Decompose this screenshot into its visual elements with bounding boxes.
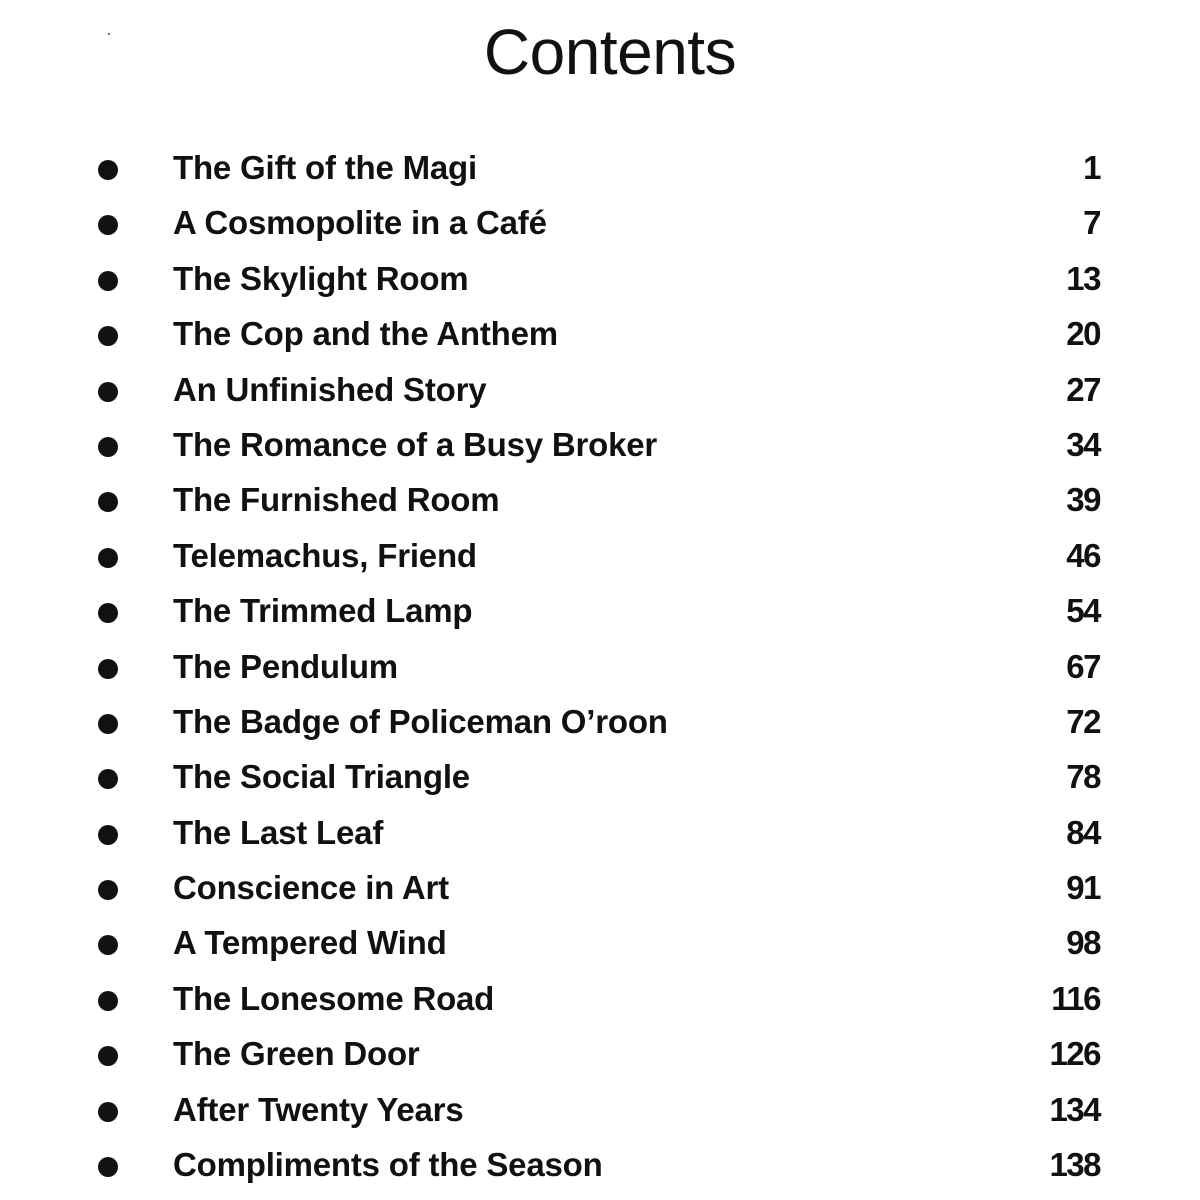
toc-entry-page: 67	[1066, 647, 1100, 685]
toc-entry-title: The Last Leaf	[173, 813, 384, 851]
bullet-icon	[98, 326, 118, 346]
toc-entry-title: The Pendulum	[173, 647, 398, 685]
toc-entry-page: 91	[1066, 869, 1100, 907]
toc-entry-title: Compliments of the Season	[173, 1146, 603, 1184]
toc-entry-page: 138	[1049, 1146, 1100, 1184]
bullet-icon	[98, 271, 118, 291]
toc-entry	[0, 915, 1200, 970]
toc-entry	[0, 195, 1200, 250]
toc-entry-page: 27	[1066, 370, 1100, 408]
toc-entry-page: 13	[1066, 259, 1100, 297]
toc-entry-title: The Trimmed Lamp	[173, 592, 473, 630]
toc-entry-title: The Cop and the Anthem	[173, 315, 558, 353]
toc-entry-title: Conscience in Art	[173, 869, 449, 907]
toc-entry	[0, 583, 1200, 638]
toc-entry-title: A Cosmopolite in a Café	[173, 204, 547, 242]
toc-entry-page: 98	[1066, 924, 1100, 962]
toc-entry	[0, 639, 1200, 694]
toc-entry-page: 46	[1066, 536, 1100, 574]
toc-entry	[0, 251, 1200, 306]
bullet-icon	[98, 825, 118, 845]
toc-entry	[0, 362, 1200, 417]
toc-entry-page: 1	[1083, 149, 1100, 186]
toc-entry-title: The Furnished Room	[173, 481, 500, 519]
bullet-icon	[98, 714, 118, 734]
toc-entry-title: The Skylight Room	[173, 259, 469, 297]
toc-entry-title: A Tempered Wind	[173, 924, 447, 962]
bullet-icon	[98, 991, 118, 1011]
bullet-icon	[98, 1157, 118, 1177]
toc-entry-page: 72	[1066, 702, 1100, 740]
toc-entry	[0, 306, 1200, 361]
toc-entry-page: 126	[1049, 1035, 1100, 1073]
bullet-icon	[98, 769, 118, 789]
toc-entry	[0, 860, 1200, 915]
toc-entry-page: 134	[1049, 1090, 1100, 1128]
toc-entry-title: The Gift of the Magi	[173, 149, 477, 186]
toc-entry-page: 54	[1066, 592, 1100, 630]
toc-entry-title: After Twenty Years	[173, 1090, 464, 1128]
toc-entry	[0, 1137, 1200, 1192]
bullet-icon	[98, 603, 118, 623]
toc-entry-page: 78	[1066, 758, 1100, 796]
bullet-icon	[98, 382, 118, 402]
toc-entry-title: The Badge of Policeman O’roon	[173, 702, 668, 740]
bullet-icon	[98, 659, 118, 679]
toc-entry-title: The Social Triangle	[173, 758, 470, 796]
toc-entry-title: The Lonesome Road	[173, 979, 495, 1017]
toc-entry-page: 39	[1066, 481, 1100, 519]
toc-entry	[0, 140, 1200, 195]
toc-entry	[0, 694, 1200, 749]
toc-entry-page: 34	[1066, 425, 1100, 463]
bullet-icon	[98, 492, 118, 512]
bullet-icon	[98, 437, 118, 457]
bullet-icon	[98, 548, 118, 568]
toc-entry	[0, 472, 1200, 527]
toc-entry-page: 116	[1051, 979, 1100, 1017]
toc-entry	[0, 1026, 1200, 1081]
toc-entry	[0, 528, 1200, 583]
toc-list	[0, 140, 1200, 1192]
toc-entry-page: 84	[1066, 813, 1100, 851]
toc-entry	[0, 1082, 1200, 1137]
bullet-icon	[98, 1102, 118, 1122]
toc-entry-title: Telemachus, Friend	[173, 536, 477, 574]
toc-entry	[0, 971, 1200, 1026]
bullet-icon	[98, 215, 118, 235]
toc-entry	[0, 805, 1200, 860]
page-title: Contents	[483, 16, 737, 88]
toc-entry-title: An Unfinished Story	[173, 370, 487, 408]
toc-entry-page: 7	[1083, 204, 1100, 242]
toc-entry-page: 20	[1066, 315, 1100, 353]
toc-entry	[0, 417, 1200, 472]
bullet-icon	[98, 935, 118, 955]
toc-entry-title: The Romance of a Busy Broker	[173, 425, 658, 463]
toc-entry	[0, 749, 1200, 804]
bullet-icon	[98, 880, 118, 900]
toc-entry-title: The Green Door	[173, 1035, 420, 1073]
bullet-icon	[98, 1046, 118, 1066]
bullet-icon	[98, 160, 118, 180]
